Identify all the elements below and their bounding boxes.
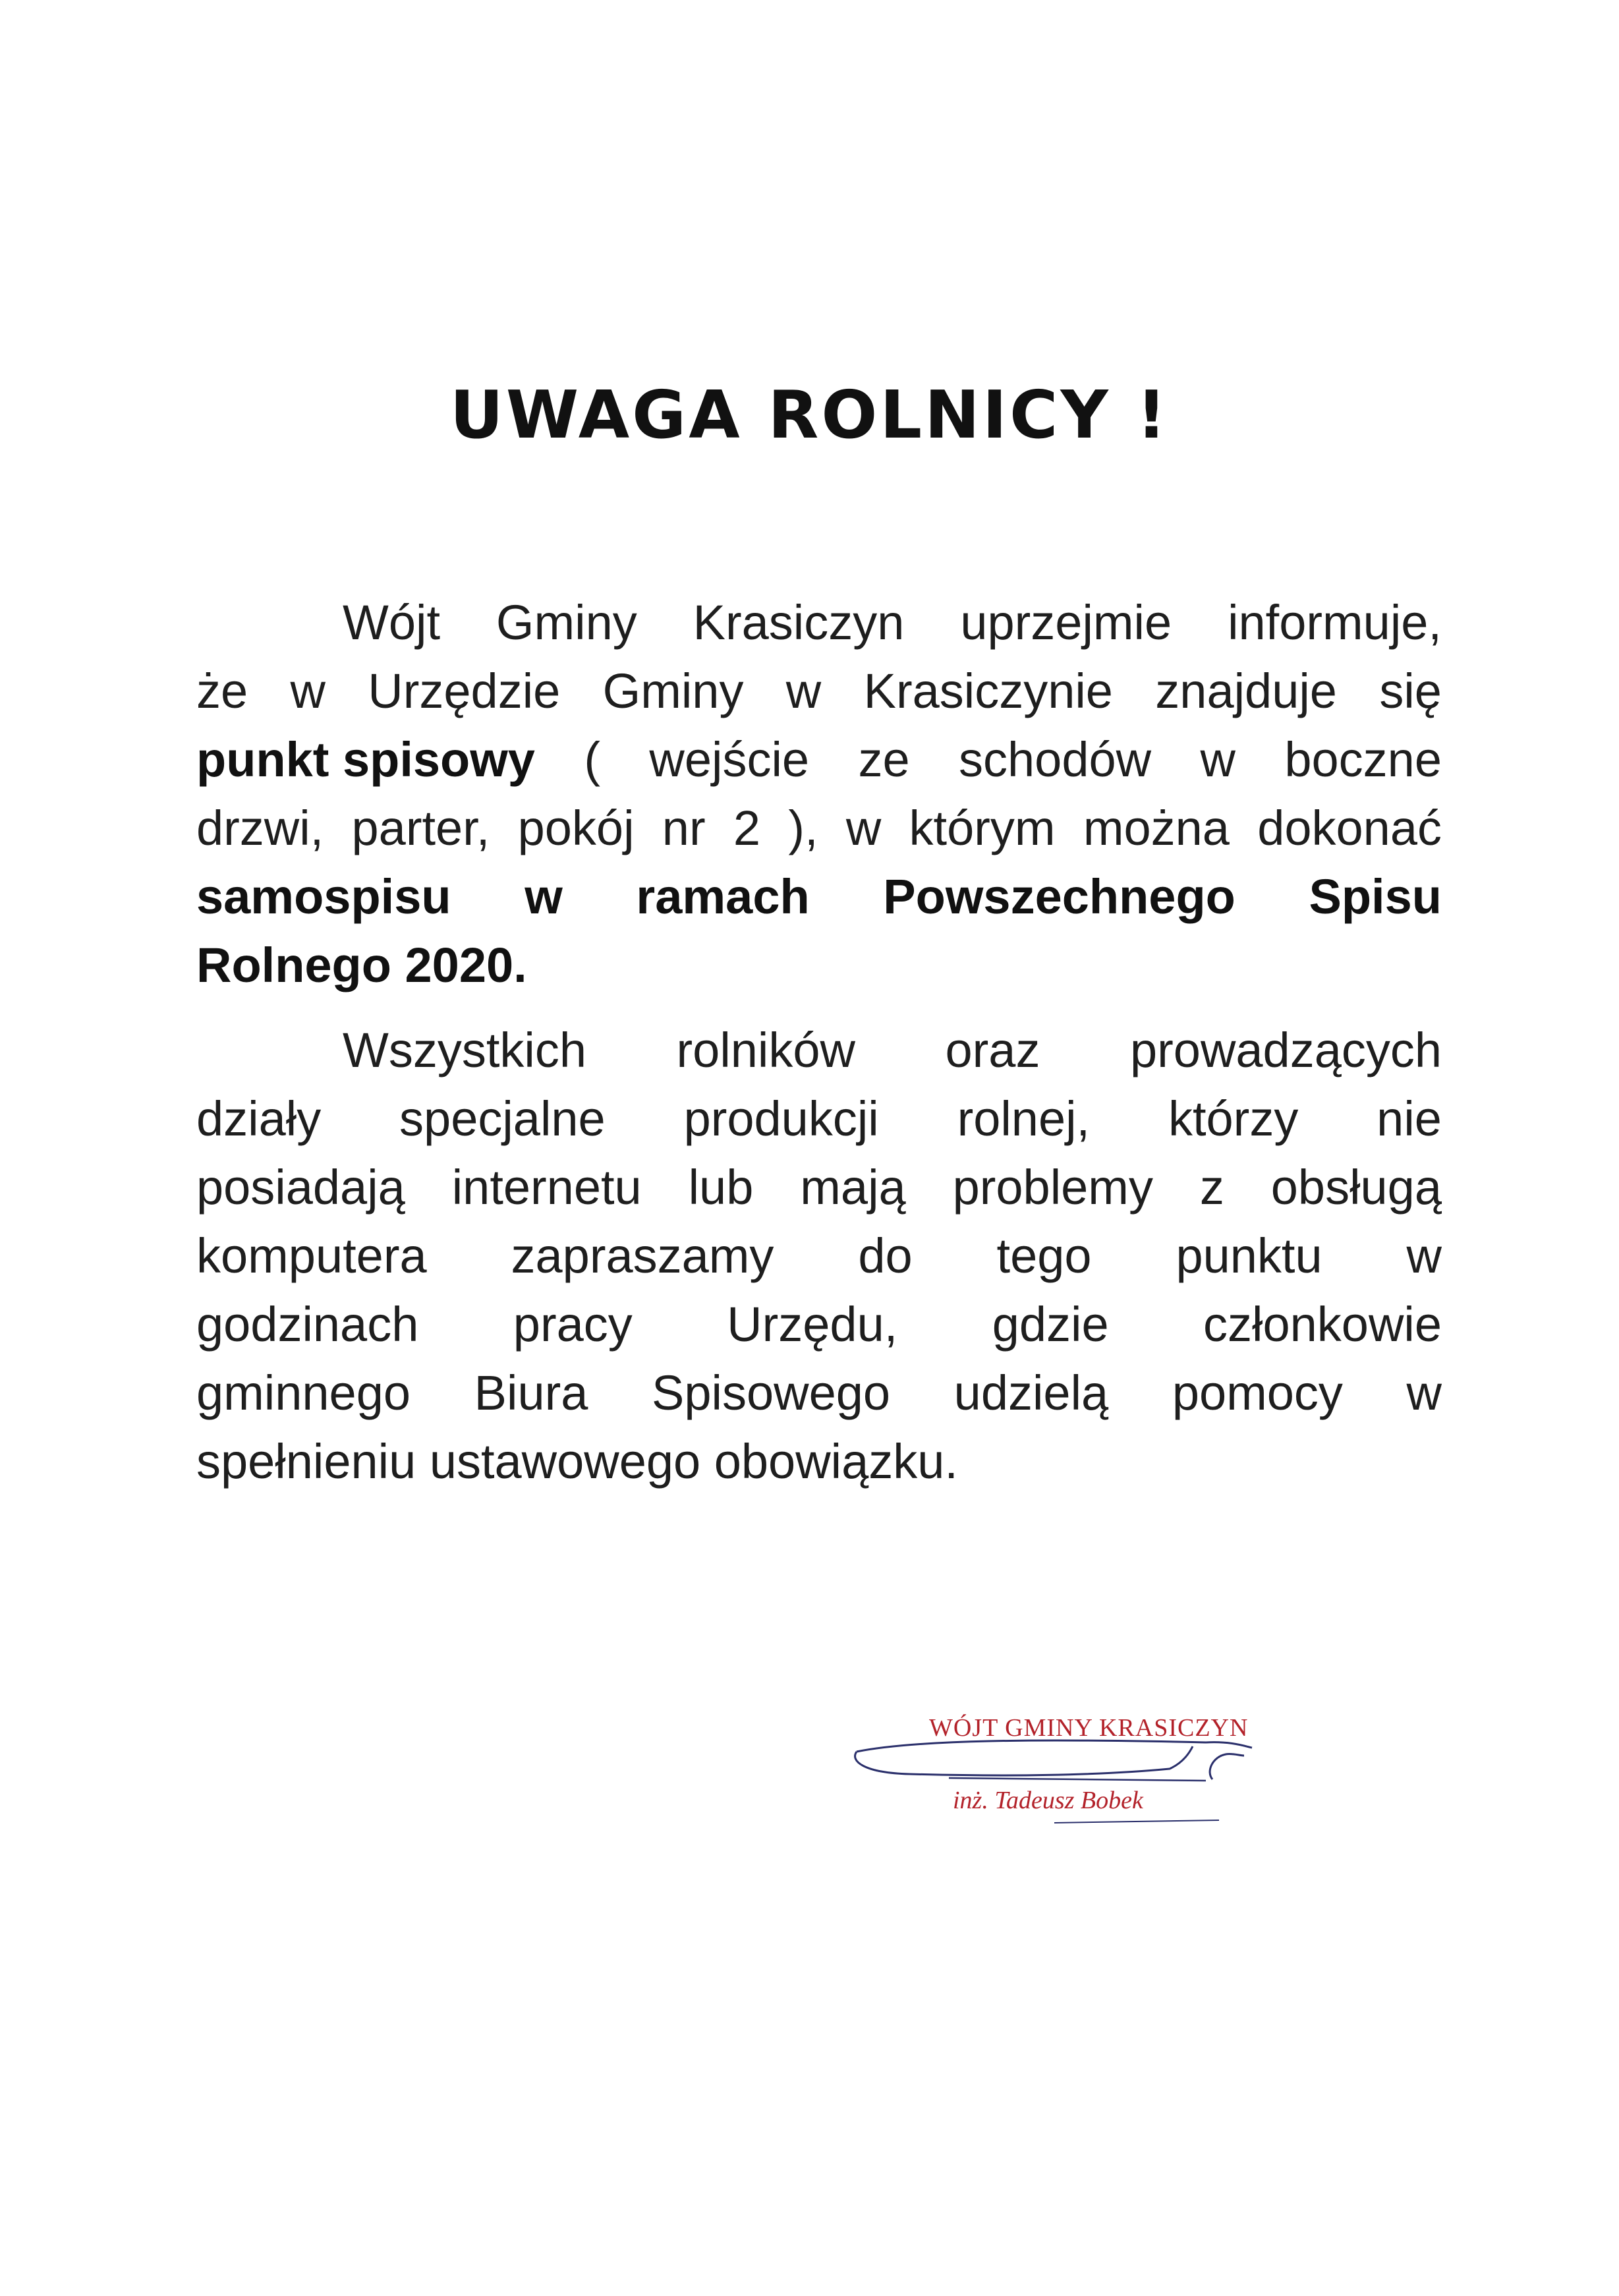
word: w — [525, 869, 563, 924]
word: rolnej, — [957, 1091, 1091, 1146]
word: produkcji — [683, 1091, 879, 1146]
word: Powszechnego — [883, 869, 1236, 924]
word: ( — [584, 732, 601, 787]
word: schodów — [959, 732, 1152, 787]
word: 2 — [733, 801, 761, 855]
word: tego — [996, 1228, 1092, 1283]
census-year-text: Rolnego 2020. — [196, 938, 527, 992]
p2-line-3 — [196, 1153, 1442, 1222]
word: samospisu — [196, 869, 451, 924]
word: internetu — [451, 1160, 642, 1215]
p1-line-2 — [196, 657, 1442, 726]
word: w — [845, 801, 882, 855]
word: uprzejmie — [960, 595, 1172, 650]
word: rolników — [676, 1023, 855, 1077]
word: lub — [688, 1160, 754, 1215]
word: Spisowego — [652, 1365, 891, 1420]
word: wejście — [649, 732, 810, 787]
word: gminnego — [196, 1365, 411, 1420]
word: Gminy — [496, 595, 637, 650]
p1-line-1 — [196, 588, 1442, 657]
word: ze — [858, 732, 910, 787]
word: komputera — [196, 1228, 427, 1283]
word: Krasiczynie — [863, 664, 1113, 718]
document-title: UWAGA ROLNICY ! — [449, 376, 1170, 453]
word: zapraszamy — [511, 1228, 774, 1283]
word: którzy — [1168, 1091, 1299, 1146]
word: w — [1200, 732, 1236, 787]
word: Urzędzie — [368, 664, 561, 718]
p1-line-4 — [196, 794, 1442, 863]
word: udzielą — [953, 1365, 1109, 1420]
signature-stamp — [837, 1700, 1259, 1832]
word: w — [1406, 1365, 1442, 1420]
word: prowadzących — [1129, 1023, 1442, 1077]
word: którym — [909, 801, 1056, 855]
word: można — [1083, 801, 1230, 855]
word: Biura — [474, 1365, 588, 1420]
word: Spisu — [1309, 869, 1442, 924]
word: członkowie — [1203, 1297, 1442, 1352]
word: nr — [662, 801, 706, 855]
word: Krasiczyn — [693, 595, 905, 650]
word: w — [1406, 1228, 1442, 1283]
word: gdzie — [992, 1297, 1109, 1352]
p1-line-6 — [196, 931, 1442, 1000]
word: problemy — [952, 1160, 1153, 1215]
word: informuje, — [1228, 595, 1442, 650]
word: Gminy — [602, 664, 744, 718]
p2-line-6 — [196, 1359, 1442, 1427]
word: specjalne — [399, 1091, 606, 1146]
word: do — [858, 1228, 913, 1283]
word: drzwi, — [196, 801, 324, 855]
word: Urzędu, — [727, 1297, 898, 1352]
word: ramach — [636, 869, 810, 924]
word: się — [1379, 664, 1442, 718]
word: dokonać — [1257, 801, 1442, 855]
word: obsługą — [1270, 1160, 1442, 1215]
word: z — [1199, 1160, 1224, 1215]
word: Wójt — [343, 595, 440, 650]
word: ), — [788, 801, 818, 855]
paragraph-census-point — [196, 588, 1442, 1000]
word: w — [290, 664, 326, 718]
p2-line-1 — [196, 1016, 1442, 1085]
paragraph-invitation — [196, 1016, 1442, 1496]
word: że — [196, 664, 248, 718]
word: w — [785, 664, 822, 718]
word: oraz — [945, 1023, 1040, 1077]
bold-phrase: punkt spisowy — [196, 732, 535, 787]
word: mają — [800, 1160, 906, 1215]
p2-line-4 — [196, 1222, 1442, 1290]
p1-line-3 — [196, 726, 1442, 794]
word: znajduje — [1155, 664, 1337, 718]
p2-line-7: spełnieniu ustawowego obowiązku. — [196, 1434, 958, 1489]
p2-line-2 — [196, 1085, 1442, 1153]
word: posiadają — [196, 1160, 405, 1215]
word: Wszystkich — [343, 1023, 586, 1077]
stamp-name-text: inż. Tadeusz Bobek — [953, 1787, 1143, 1814]
word: parter, — [351, 801, 490, 855]
p1-line-5 — [196, 863, 1442, 931]
word: pokój — [517, 801, 635, 855]
word: punktu — [1176, 1228, 1322, 1283]
word: pomocy — [1172, 1365, 1343, 1420]
word: godzinach — [196, 1297, 419, 1352]
word: działy — [196, 1091, 322, 1146]
word: nie — [1377, 1091, 1442, 1146]
word: boczne — [1284, 732, 1442, 787]
p2-line-5 — [196, 1290, 1442, 1359]
word: pracy — [513, 1297, 633, 1352]
stamp-office-text: WÓJT GMINY KRASICZYN — [929, 1714, 1249, 1742]
